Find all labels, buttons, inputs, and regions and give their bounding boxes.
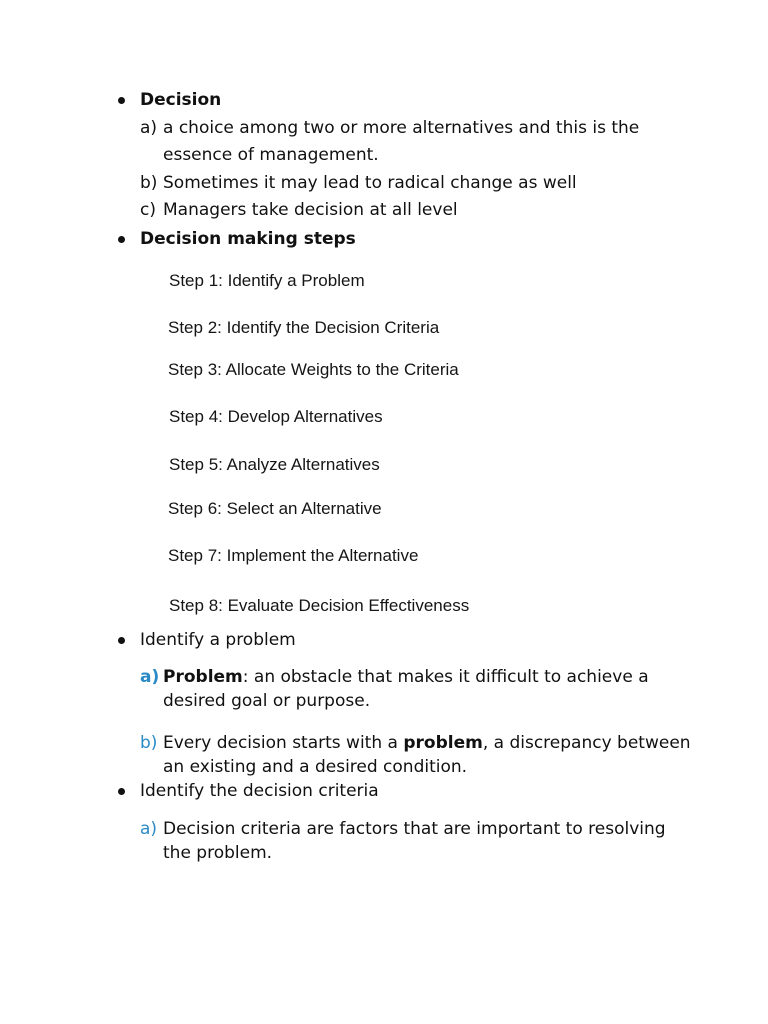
bullet-dot	[118, 97, 125, 104]
list-marker: a)	[140, 667, 160, 687]
section-heading-identify-criteria: Identify the decision criteria	[140, 781, 379, 801]
list-marker: c)	[140, 200, 156, 220]
section-heading-decision: Decision	[140, 90, 222, 110]
list-marker: b)	[140, 733, 158, 753]
text-suffix: , a discrepancy between	[482, 733, 691, 753]
step-3: Step 3: Allocate Weights to the Criteria	[168, 360, 459, 379]
bullet-dot	[118, 637, 125, 644]
text-prefix: Every decision starts with a	[163, 733, 404, 753]
step-5: Step 5: Analyze Alternatives	[169, 455, 380, 474]
list-item-text: Decision criteria are factors that are important to resolving	[163, 819, 666, 839]
list-item-text	[163, 666, 649, 688]
bullet-dot	[118, 236, 125, 243]
list-item-text	[163, 732, 691, 754]
step-1: Step 1: Identify a Problem	[169, 271, 365, 290]
list-item-text: Sometimes it may lead to radical change as well	[163, 173, 577, 193]
term-problem: problem	[403, 733, 483, 753]
list-item-text-continued: desired goal or purpose.	[163, 691, 371, 711]
list-item-text-continued: essence of management.	[163, 145, 379, 165]
list-item-text: a choice among two or more alternatives and this is the	[163, 118, 640, 138]
section-heading-steps: Decision making steps	[140, 229, 356, 249]
list-item-text-continued: an existing and a desired condition.	[163, 757, 468, 777]
definition-text: : an obstacle that makes it difficult to achieve a	[242, 667, 649, 687]
list-marker: b)	[140, 173, 158, 193]
step-8: Step 8: Evaluate Decision Effectiveness	[169, 596, 470, 615]
list-marker: a)	[140, 819, 158, 839]
list-item-text-continued: the problem.	[163, 843, 273, 863]
list-item-text: Managers take decision at all level	[163, 200, 458, 220]
section-heading-identify-problem: Identify a problem	[140, 630, 296, 650]
step-4: Step 4: Develop Alternatives	[169, 407, 383, 426]
term-problem: Problem	[163, 667, 243, 687]
step-6: Step 6: Select an Alternative	[168, 499, 382, 518]
step-7: Step 7: Implement the Alternative	[168, 546, 419, 565]
list-marker: a)	[140, 118, 158, 138]
step-2: Step 2: Identify the Decision Criteria	[168, 318, 440, 337]
bullet-dot	[118, 788, 125, 795]
